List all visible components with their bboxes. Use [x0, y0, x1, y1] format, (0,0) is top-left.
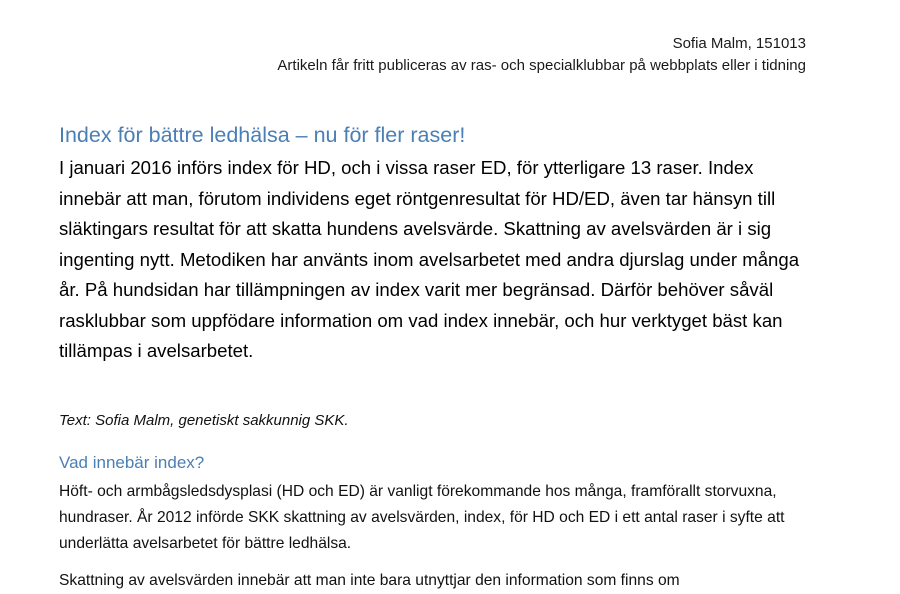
article-byline: Text: Sofia Malm, genetiskt sakkunnig SKK. [59, 412, 349, 429]
article-lead: I januari 2016 införs index för HD, och i vissa raser ED, för ytterligare 13 raser. Index innebär att man, förutom individens eget röntgenresultat för HD/ED, även tar hänsyn till släktingars resultat för att skatta hundens avelsvärde. Skattning av avelsvärden är i sig ingenting nytt. Metodiken har använts inom avelsarbetet med andra djurslag under många år. På hundsidan har tillämpningen av index varit mer begränsad. Därför behöver såväl rasklubbar som uppfödare information om vad index innebär, och hur verktyget bäst kan tillämpas i avelsarbetet. [59, 157, 800, 361]
section-paragraph-2: Skattning av avelsvärden innebär att man inte bara utnyttjar den information som finns om [59, 572, 680, 589]
author-date: Sofia Malm, 151013 [672, 35, 806, 52]
article-title: Index för bättre ledhälsa – nu för fler raser! [59, 123, 466, 147]
section-paragraph-1: Höft- och armbågsledsdysplasi (HD och ED) är vanligt förekommande hos många, framförallt storvuxna, hundraser. År 2012 införde SKK skattning av avelsvärden, index, för HD och ED i ett antal raser i syfte att underlätta avelsarbetet för bättre ledhälsa. [59, 483, 785, 552]
section-heading: Vad innebär index? [59, 453, 205, 472]
publish-note: Artikeln får fritt publiceras av ras- och specialklubbar på webbplats eller i tidning [277, 57, 806, 74]
document-header [277, 33, 806, 77]
